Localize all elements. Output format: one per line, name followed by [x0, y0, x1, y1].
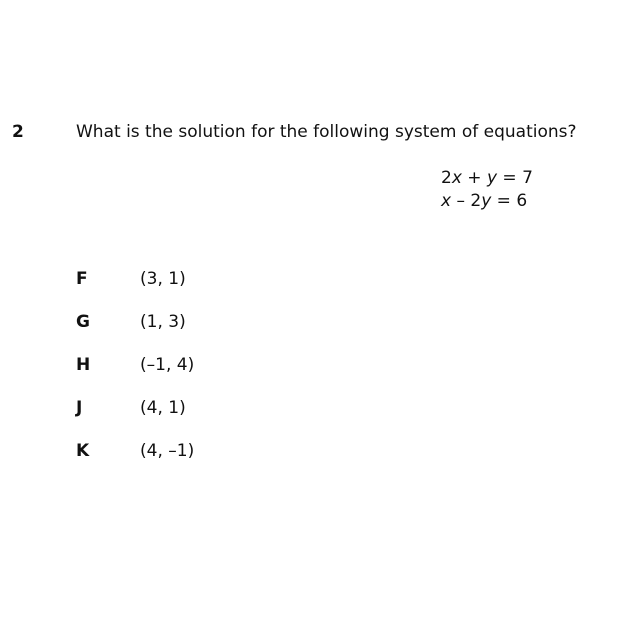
equation-2-operator: – — [451, 191, 471, 211]
equation-1-x-coefficient: 2 — [441, 168, 452, 188]
choice-value: (–1, 4) — [140, 355, 195, 375]
equation-1-y-variable: y — [486, 168, 498, 188]
choice-value: (4, 1) — [140, 398, 186, 418]
answer-choice-k[interactable] — [76, 440, 194, 483]
answer-choice-j[interactable] — [76, 397, 194, 440]
choice-letter: F — [76, 269, 88, 289]
question-text: What is the solution for the following system of equations? — [76, 122, 577, 142]
choice-letter: J — [76, 398, 83, 418]
equation-1 — [441, 167, 533, 190]
answer-choice-f[interactable] — [76, 268, 194, 311]
choice-letter: H — [76, 355, 91, 375]
equation-2 — [441, 190, 533, 213]
equation-2-y-variable: y — [481, 191, 492, 211]
equation-1-rhs: = 7 — [497, 168, 533, 188]
question-number: 2 — [12, 122, 24, 142]
answer-choice-g[interactable] — [76, 311, 194, 354]
choice-value: (4, –1) — [140, 441, 195, 461]
equation-1-operator: + — [461, 168, 487, 188]
equation-2-x-variable: x — [441, 191, 452, 211]
equation-2-y-coefficient: 2 — [470, 191, 482, 211]
choice-letter: G — [76, 312, 90, 332]
choice-value: (3, 1) — [140, 269, 186, 289]
equation-system — [441, 167, 533, 213]
equation-1-x-variable: x — [451, 168, 462, 188]
answer-choice-h[interactable] — [76, 354, 194, 397]
equation-2-rhs: = 6 — [491, 191, 528, 211]
choice-value: (1, 3) — [140, 312, 186, 332]
choice-letter: K — [76, 441, 90, 461]
answer-choices — [76, 268, 194, 483]
